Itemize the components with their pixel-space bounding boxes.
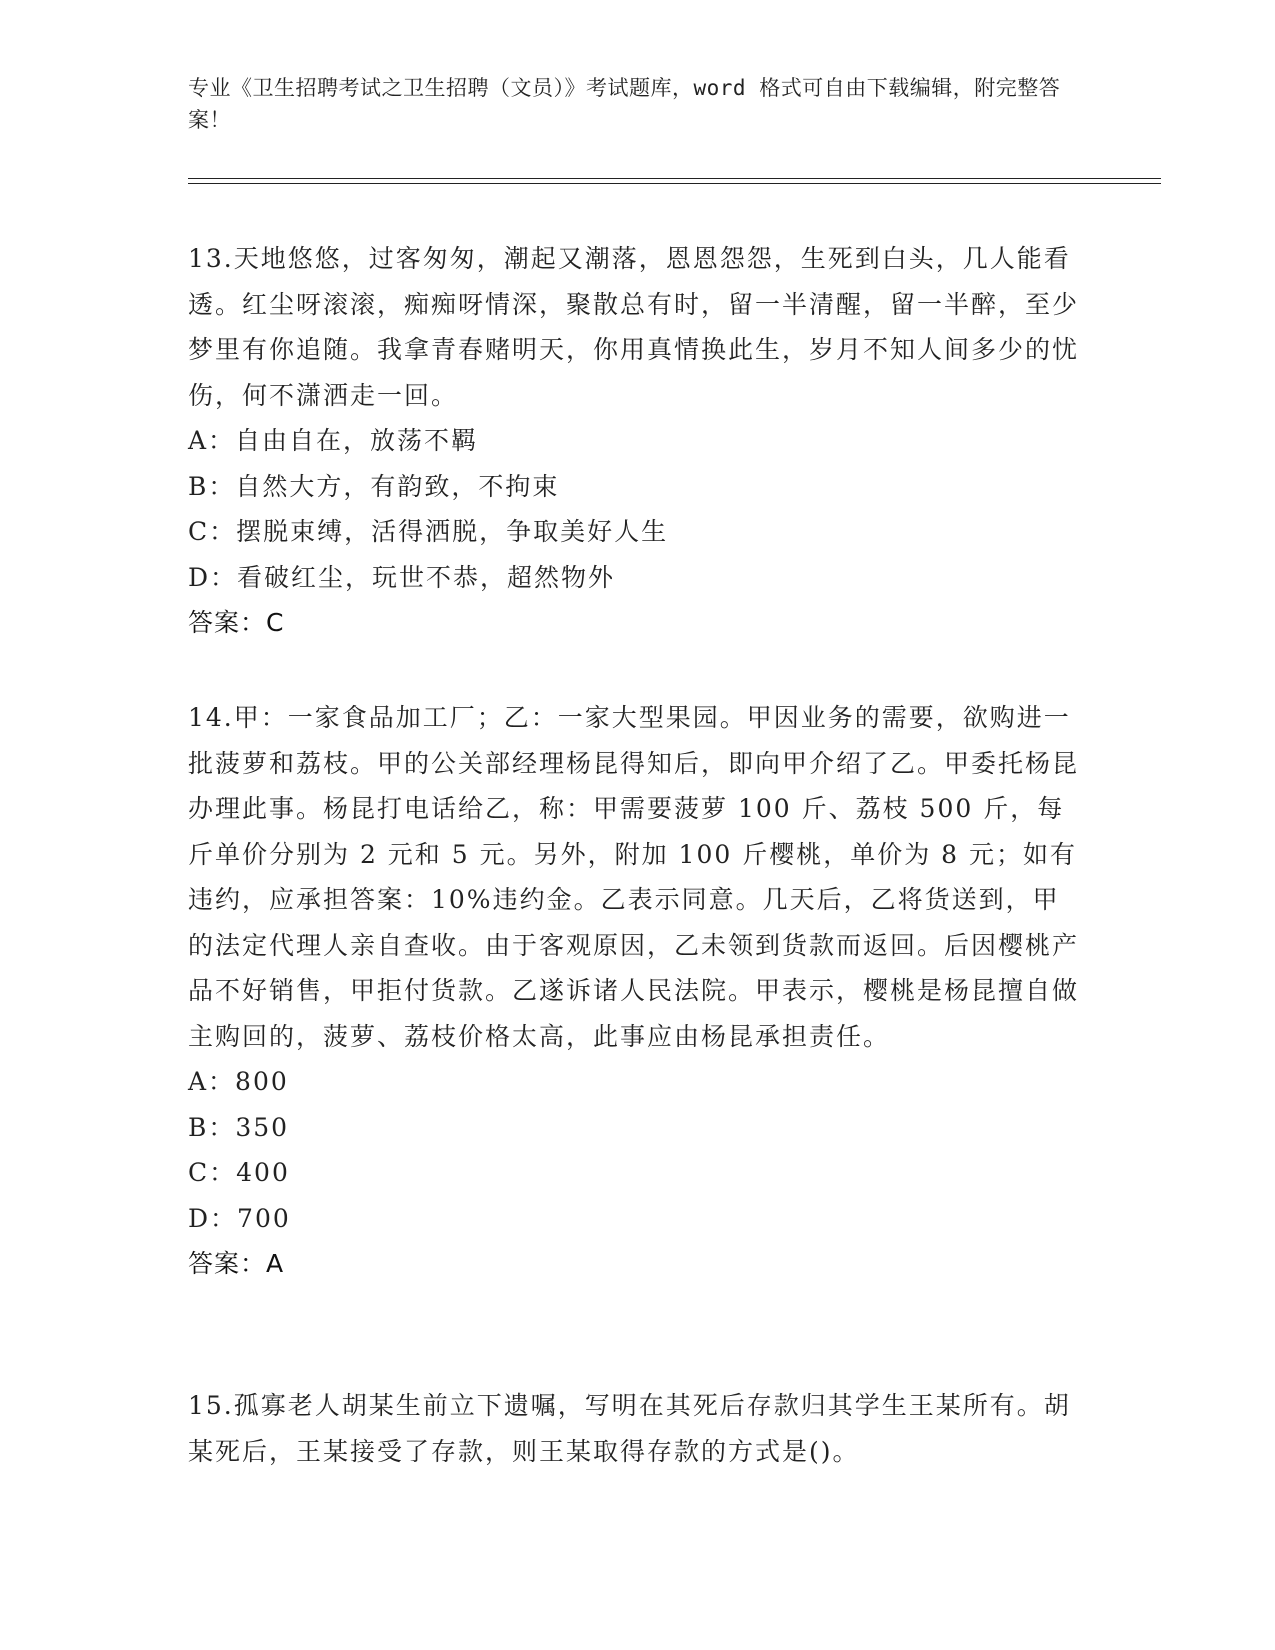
question-13	[188, 236, 1083, 646]
header-divider-top	[188, 178, 1161, 179]
question-15	[188, 1383, 1083, 1474]
question-stem: 14.甲：一家食品加工厂；乙：一家大型果园。甲因业务的需要，欲购进一批菠萝和荔枝。甲的公关部经理杨昆得知后，即向甲介绍了乙。甲委托杨昆办理此事。杨昆打电话给乙，称：甲需要菠萝 100 斤、荔枝 500 斤，每斤单价分别为 2 元和 5 元。另外，附加 100 斤樱桃，单价为 8 元；如有违约，应承担答案：10%违约金。乙表示同意。几天后，乙将货送到，甲的法定代理人亲自查收。由于客观原因，乙未领到货款而返回。后因樱桃产品不好销售，甲拒付货款。乙遂诉诸人民法院。甲表示，樱桃是杨昆擅自做主购回的，菠萝、荔枝价格太高，此事应由杨昆承担责任。	[188, 703, 1080, 1051]
question-14	[188, 695, 1083, 1287]
option-c: C：400	[188, 1158, 290, 1187]
option-b: B：自然大方，有韵致，不拘束	[188, 471, 560, 501]
answer-label: 答案：C	[188, 608, 285, 637]
option-c: C：摆脱束缚，活得洒脱，争取美好人生	[188, 517, 669, 546]
option-d: D：看破红尘，玩世不恭，超然物外	[188, 562, 616, 592]
option-a: A：800	[188, 1067, 289, 1096]
question-stem: 13.天地悠悠，过客匆匆，潮起又潮落，恩恩怨怨，生死到白头，几人能看透。红尘呀滚滚，痴痴呀情深，聚散总有时，留一半清醒，留一半醉，至少梦里有你追随。我拿青春赌明天，你用真情换此生，岁月不知人间多少的忧伤，何不潇洒走一回。	[188, 244, 1080, 410]
header-divider-bottom	[188, 183, 1161, 184]
document-header: 专业《卫生招聘考试之卫生招聘（文员）》考试题库，word 格式可自由下载编辑，附完整答案！	[188, 76, 1061, 132]
option-d: D：700	[188, 1203, 291, 1233]
question-stem: 15.孤寡老人胡某生前立下遗嘱，写明在其死后存款归其学生王某所有。胡某死后，王某接受了存款，则王某取得存款的方式是()。	[188, 1391, 1071, 1466]
answer-label: 答案：A	[188, 1249, 285, 1278]
option-a: A：自由自在，放荡不羁	[188, 426, 479, 455]
option-b: B：350	[188, 1112, 290, 1142]
